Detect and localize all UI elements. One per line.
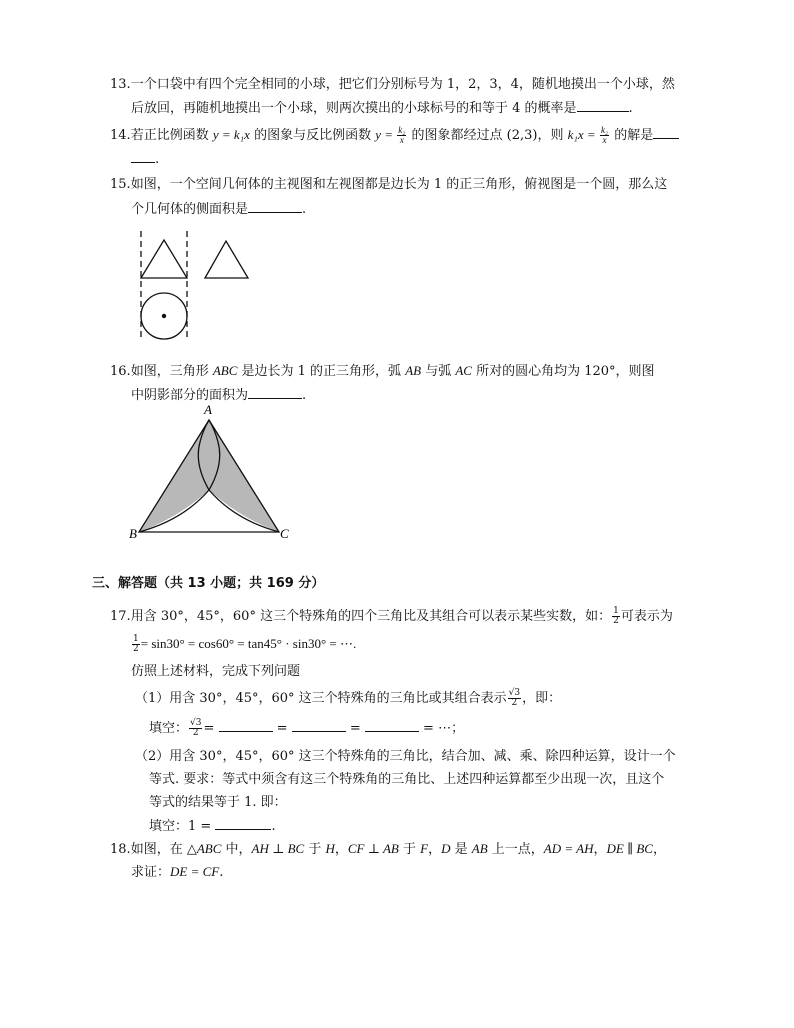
q17-part2-line1: （2）用含 30°，45°，60° 这三个特殊角的三角比，结合加、减、乘、除四种运算，设计一个 [135,749,676,764]
q13-line2: 后放回，再随机地摸出一个小球，则两次摸出的小球标号的和等于 4 的概率是 . [131,101,633,116]
q16-abc: ABC [212,363,238,378]
q18-de-parallel-bc: DE ∥ BC [606,841,653,856]
q16-line2: 中阴影部分的面积为 . [131,388,307,403]
q16-text-line2: 中阴影部分的面积为 [131,388,249,403]
q16-ac: AC [455,363,472,378]
q14-number: 14. [110,128,131,143]
q17-part1-tail: ，即： [522,691,562,706]
q15-front-view-triangle [141,240,187,278]
q16-number: 16. [110,364,131,379]
q16-triangle-arcs-figure [128,402,288,542]
q14-equation-lhs: k₁x = [567,127,599,142]
q14-answer-blank-b[interactable] [131,150,155,163]
q17-example-equation: = sin30° = cos60° = tan45° · sin30° = ⋯. [140,636,357,651]
q17-fill1-fraction: $\frac{√3}{2}$ [190,718,202,738]
q15-text-line2: 个几何体的侧面积是 [131,202,249,217]
q13-line1 [110,76,675,94]
q18-number: 18. [110,842,131,857]
q16-label-b: B [129,526,137,541]
q16-label-c: C [280,526,289,541]
q17-fraction-root3: $\frac{√3}{2}$ [508,688,521,708]
q14-fraction-1: $\frac{\text{k₂}}{x}$ [398,125,406,145]
q13-number: 13. [110,77,131,92]
q16-text-3: 与弧 [421,364,456,379]
q17-part2-fill: 填空：1 = . [149,819,276,834]
q16-text-2: 是边长为 1 的正三角形，弧 [237,364,406,379]
q18-line1: 18.如图，在 △ABC 中，AH ⊥ BC 于 H，CF ⊥ AB 于 F，D 是 AB 上一点，AD = AH，DE ∥ BC， [110,841,666,857]
q14-line2: . [131,150,159,169]
q16-label-a: A [204,402,212,417]
q18-ad-eq-ah: AD = AH [543,841,594,856]
q13-text-line2: 后放回，再随机地摸出一个小球，则两次摸出的小球标号的和等于 4 的概率是 [131,101,577,116]
q17-line3: 仿照上述材料，完成下列问题 [131,664,301,679]
q17-part1-line [135,689,561,708]
q13-answer-blank[interactable] [577,99,629,112]
q17-fill1-label: 填空： [149,721,189,736]
q14-formula-direct: y = k₁x [212,127,250,142]
q17-blank-4[interactable] [215,817,271,830]
q14-text-4: 的解是 [610,128,654,143]
q17-text-1: 用含 30°，45°，60° 这三个特殊角的四个三角比及其组合可以表示某些实数，如： [130,609,612,624]
q15-circle-center-dot [162,314,166,318]
q16-text-1: 如图，三角形 [130,364,213,379]
q18-de-eq-cf: DE = CF [170,864,220,879]
q17-blank-3[interactable] [365,719,419,732]
q14-text-1: 若正比例函数 [130,128,213,143]
q17-fraction-half: $\frac{1}{2}$ [613,606,619,626]
q16-line1 [110,362,655,381]
q18-cf-perp-ab: CF ⊥ AB [347,841,399,856]
q14-text-3: 的图象都经过点 (2,3)，则 [407,128,568,143]
q14-fraction-2: $\frac{\text{k₂}}{x}$ [600,125,609,145]
q17-part1-fill: 填空： $\frac{√3}{2}$ = = = = ⋯； [149,718,465,738]
q16-text-4: 所对的圆心角均为 120°，则图 [471,364,655,379]
q17-blank-2[interactable] [292,719,346,732]
q17-fraction-half-2: $\frac{1}{2}$ [133,634,139,654]
q14-text-2: 的图象与反比例函数 [249,128,376,143]
q13-text-line1: 一个口袋中有四个完全相同的小球，把它们分别标号为 1，2，3，4，随机地摸出一个小球，然 [130,77,675,92]
q17-text-2: 可表示为 [620,609,673,624]
q17-line1 [110,607,673,626]
q17-part1-text: （1）用含 30°，45°，60° 这三个特殊角的三角比或其组合表示 [135,691,507,706]
q14-formula-inverse-lhs: y = [375,127,397,142]
q15-answer-blank[interactable] [248,200,302,213]
q15-side-view-triangle [205,241,248,278]
q18-line2: 求证：DE = CF. [131,864,224,880]
q17-part2-line2: 等式. 要求：等式中须含有这三个特殊角的三角比、上述四种运算都至少出现一次，且这个 [149,772,665,787]
q17-part2-line3: 等式的结果等于 1. 即： [149,795,287,810]
q15-number: 15. [110,177,131,192]
q15-line1 [110,176,667,194]
q17-line2 [131,635,356,654]
q15-text-line1: 如图，一个空间几何体的主视图和左视图都是边长为 1 的正三角形，俯视图是一个圆，那么这 [130,177,668,192]
section-3-heading: 三、解答题（共 13 小题；共 169 分） [92,576,325,591]
q16-ab: AB [405,363,422,378]
q15-three-view-figure [135,228,255,343]
q15-line2: 个几何体的侧面积是 . [131,202,307,217]
q14-answer-blank-a[interactable] [653,126,679,139]
q18-ah-perp-bc: AH ⊥ BC [251,841,305,856]
q16-answer-blank[interactable] [248,386,302,399]
q17-number: 17. [110,609,131,624]
q17-blank-1[interactable] [219,719,273,732]
q14-line1 [110,126,679,145]
q17-fill2-label: 填空：1 = [149,819,216,834]
